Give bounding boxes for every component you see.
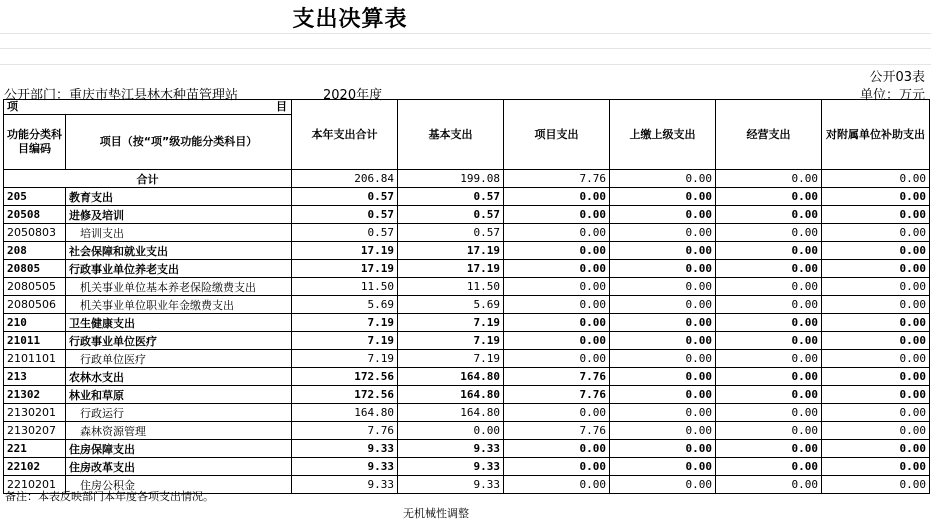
row-name: 住房改革支出 [66,458,292,476]
row-value: 0.00 [504,440,610,458]
total-value: 7.76 [504,170,610,188]
row-code: 2080505 [4,278,66,296]
row-name: 教育支出 [66,188,292,206]
row-value: 0.00 [610,314,716,332]
page-title: 支出决算表 [292,7,408,32]
row-value: 11.50 [398,278,504,296]
row-value: 9.33 [292,440,398,458]
row-value: 0.00 [822,350,930,368]
row-value: 0.00 [504,314,610,332]
row-value: 0.00 [504,350,610,368]
row-value: 164.80 [398,386,504,404]
row-value: 0.00 [716,314,822,332]
row-code: 21302 [4,386,66,404]
table-row [4,314,930,332]
row-value: 0.00 [610,242,716,260]
row-value: 17.19 [292,242,398,260]
row-name: 行政事业单位医疗 [66,332,292,350]
row-code: 20805 [4,260,66,278]
row-value: 11.50 [292,278,398,296]
row-value: 0.00 [610,386,716,404]
row-value: 0.00 [822,440,930,458]
row-value: 0.00 [504,296,610,314]
row-value: 0.00 [822,368,930,386]
row-value: 7.19 [292,350,398,368]
row-value: 0.00 [610,332,716,350]
row-value: 0.57 [398,206,504,224]
row-value: 0.00 [504,206,610,224]
row-value: 164.80 [398,404,504,422]
row-value: 0.00 [716,332,822,350]
row-value: 164.80 [398,368,504,386]
total-value: 0.00 [716,170,822,188]
row-name: 机关事业单位职业年金缴费支出 [66,296,292,314]
row-value: 0.00 [610,350,716,368]
row-code: 2130201 [4,404,66,422]
row-value: 0.00 [716,386,822,404]
table-row [4,224,930,242]
row-code: 21011 [4,332,66,350]
row-value: 5.69 [398,296,504,314]
row-code: 22102 [4,458,66,476]
header-group-row [4,100,930,115]
total-value: 199.08 [398,170,504,188]
row-value: 0.00 [822,458,930,476]
row-name: 行政事业单位养老支出 [66,260,292,278]
row-value: 0.00 [716,422,822,440]
row-value: 0.00 [716,296,822,314]
row-value: 0.00 [822,296,930,314]
department-label: 公开部门：重庆市垫江县林木种苗管理站 [4,88,239,103]
row-value: 9.33 [292,476,398,494]
table-row [4,332,930,350]
row-value: 0.00 [610,404,716,422]
row-value: 0.00 [716,440,822,458]
row-code: 221 [4,440,66,458]
row-value: 0.00 [716,242,822,260]
table-row [4,296,930,314]
row-code: 2210201 [4,476,66,494]
total-label: 合计 [4,170,292,188]
row-code: 2080506 [4,296,66,314]
table-row [4,278,930,296]
name-col-header: 项目（按“项”级功能分类科目） [66,115,292,170]
row-name: 住房公积金 [66,476,292,494]
row-value: 0.57 [292,206,398,224]
row-name: 行政运行 [66,404,292,422]
row-value: 0.00 [716,404,822,422]
row-name: 住房保障支出 [66,440,292,458]
row-value: 0.00 [610,278,716,296]
row-value: 7.19 [398,332,504,350]
year-label: 2020年度 [323,88,383,103]
row-value: 7.76 [504,368,610,386]
row-value: 7.19 [292,332,398,350]
row-value: 9.33 [398,440,504,458]
col-header-2: 项目支出 [504,100,610,170]
col-header-5: 对附属单位补助支出 [822,100,930,170]
row-value: 0.00 [504,224,610,242]
item-group-header [4,100,292,115]
row-value: 0.00 [716,350,822,368]
row-value: 0.00 [504,476,610,494]
row-value: 0.00 [716,260,822,278]
row-value: 0.00 [504,332,610,350]
row-code: 2101101 [4,350,66,368]
row-value: 0.00 [504,188,610,206]
row-name: 森林资源管理 [66,422,292,440]
row-value: 0.00 [716,206,822,224]
row-value: 0.00 [716,188,822,206]
row-value: 0.00 [610,458,716,476]
row-name: 机关事业单位基本养老保险缴费支出 [66,278,292,296]
row-value: 0.00 [610,368,716,386]
table-row [4,458,930,476]
footnote: 备注：本表反映部门本年度各项支出情况。 [5,490,214,503]
row-value: 0.00 [610,476,716,494]
row-value: 0.57 [292,188,398,206]
table-row [4,350,930,368]
col-header-4: 经营支出 [716,100,822,170]
row-value: 0.00 [716,476,822,494]
table-row [4,206,930,224]
row-value: 7.76 [292,422,398,440]
row-value: 0.00 [610,188,716,206]
row-value: 0.00 [398,422,504,440]
table-row [4,188,930,206]
adjustment-note: 无机械性调整 [403,507,469,520]
row-value: 0.00 [822,332,930,350]
row-code: 213 [4,368,66,386]
row-value: 17.19 [398,242,504,260]
row-value: 7.76 [504,422,610,440]
row-value: 0.00 [822,260,930,278]
row-value: 0.00 [716,458,822,476]
row-code: 205 [4,188,66,206]
table-row [4,422,930,440]
row-code: 2130207 [4,422,66,440]
row-value: 9.33 [398,476,504,494]
row-value: 0.57 [398,188,504,206]
row-value: 0.00 [822,404,930,422]
row-value: 0.00 [716,278,822,296]
row-value: 9.33 [398,458,504,476]
col-header-3: 上缴上级支出 [610,100,716,170]
item-group-label: 项 [7,100,18,113]
row-value: 17.19 [398,260,504,278]
total-row [4,170,930,188]
row-code: 210 [4,314,66,332]
row-name: 培训支出 [66,224,292,242]
row-value: 9.33 [292,458,398,476]
row-value: 0.00 [716,368,822,386]
row-value: 0.00 [822,386,930,404]
row-value: 0.57 [398,224,504,242]
row-value: 17.19 [292,260,398,278]
row-code: 208 [4,242,66,260]
row-name: 农林水支出 [66,368,292,386]
expenditure-table [3,99,930,494]
item-group-right-label: 目 [276,100,287,113]
row-name: 林业和草原 [66,386,292,404]
code-col-header: 功能分类科目编码 [4,115,66,170]
row-value: 0.00 [610,440,716,458]
row-value: 0.00 [822,224,930,242]
row-value: 0.00 [504,278,610,296]
row-value: 0.00 [504,458,610,476]
row-value: 0.00 [822,206,930,224]
row-value: 0.00 [716,224,822,242]
row-value: 7.19 [398,350,504,368]
row-value: 0.57 [292,224,398,242]
table-row [4,368,930,386]
total-value: 0.00 [610,170,716,188]
row-value: 0.00 [822,188,930,206]
table-row [4,386,930,404]
col-header-0: 本年支出合计 [292,100,398,170]
row-value: 0.00 [504,260,610,278]
row-code: 2050803 [4,224,66,242]
row-value: 0.00 [504,242,610,260]
col-header-1: 基本支出 [398,100,504,170]
row-name: 行政单位医疗 [66,350,292,368]
row-value: 7.76 [504,386,610,404]
row-value: 0.00 [504,404,610,422]
row-value: 0.00 [610,422,716,440]
table-row [4,404,930,422]
table-row [4,242,930,260]
row-name: 社会保障和就业支出 [66,242,292,260]
row-value: 172.56 [292,386,398,404]
row-value: 172.56 [292,368,398,386]
row-value: 0.00 [822,314,930,332]
table-row [4,260,930,278]
total-value: 0.00 [822,170,930,188]
row-value: 0.00 [822,278,930,296]
table-row [4,440,930,458]
row-value: 0.00 [822,242,930,260]
row-value: 0.00 [822,422,930,440]
unit-label: 单位：万元 [859,88,925,103]
row-value: 5.69 [292,296,398,314]
row-value: 7.19 [292,314,398,332]
row-value: 0.00 [610,260,716,278]
row-code: 20508 [4,206,66,224]
row-value: 0.00 [610,224,716,242]
row-value: 164.80 [292,404,398,422]
form-code: 公开03表 [869,70,925,85]
row-name: 进修及培训 [66,206,292,224]
row-value: 0.00 [822,476,930,494]
row-value: 0.00 [610,296,716,314]
total-value: 206.84 [292,170,398,188]
row-name: 卫生健康支出 [66,314,292,332]
row-value: 0.00 [610,206,716,224]
row-value: 7.19 [398,314,504,332]
